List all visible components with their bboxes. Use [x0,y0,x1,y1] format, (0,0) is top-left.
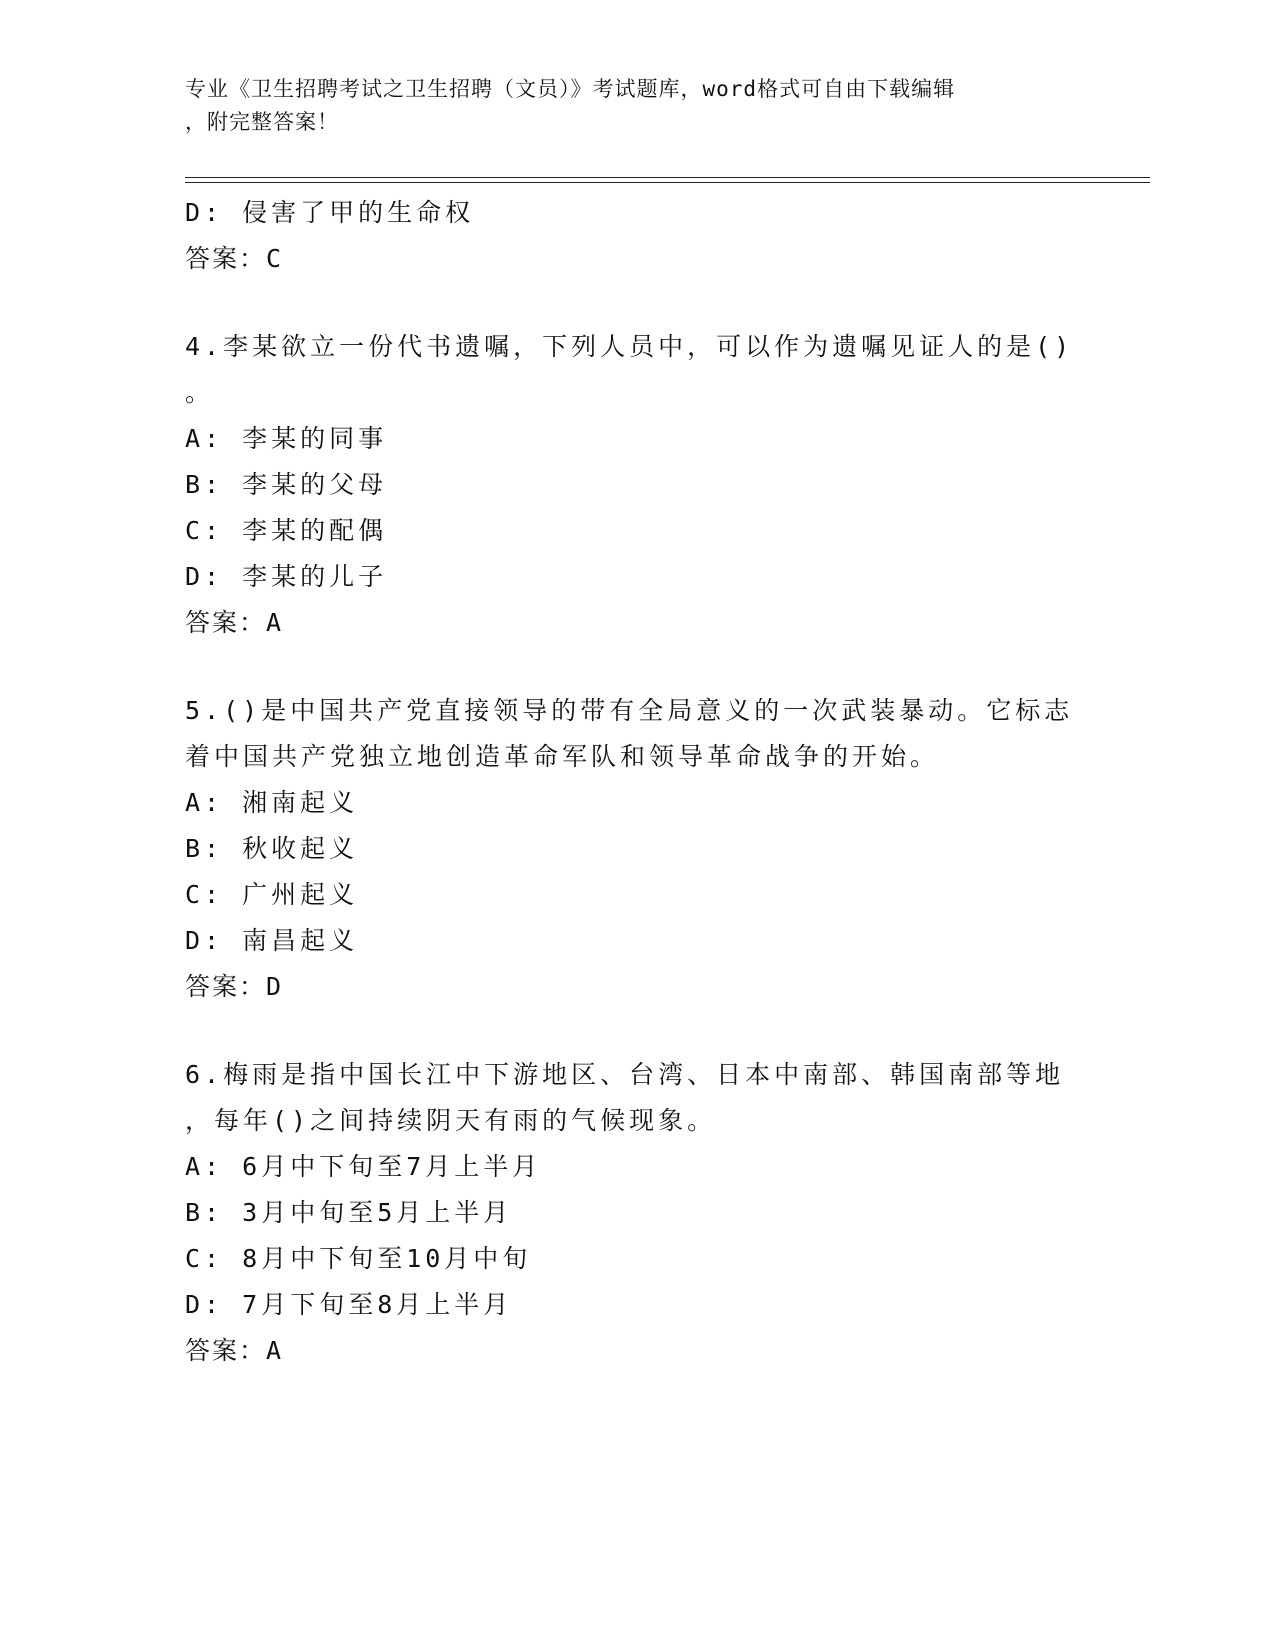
question-3-tail [185,190,1065,282]
question-text-line: 4.李某欲立一份代书遗嘱，下列人员中，可以作为遗嘱见证人的是() [185,332,1074,361]
option-d: D: 南昌起义 [185,926,359,955]
option-a: A: 李某的同事 [185,424,388,453]
option-b: B: 3月中旬至5月上半月 [185,1198,513,1227]
question-text-line: ，每年()之间持续阴天有雨的气候现象。 [185,1106,717,1135]
answer-line: 答案：A [185,608,284,637]
option-c: C: 8月中下旬至10月中旬 [185,1244,532,1273]
option-c: C: 李某的配偶 [185,516,388,545]
answer-line: 答案：C [185,244,284,273]
question-text-line: 着中国共产党独立地创造革命军队和领导革命战争的开始。 [185,742,940,771]
question-text [185,1052,1065,1144]
question-4 [185,324,1074,646]
header-rule-bottom [185,182,1150,183]
option-b: B: 秋收起义 [185,834,359,863]
option-c: C: 广州起义 [185,880,359,909]
question-5 [185,688,1074,1010]
document-header [185,73,1065,139]
question-text-line: 5.()是中国共产党直接领导的带有全局意义的一次武装暴动。它标志 [185,696,1074,725]
answer-line: 答案：D [185,972,284,1001]
question-6 [185,1052,1065,1374]
option-a: A: 湘南起义 [185,788,359,817]
question-list [185,190,1074,1374]
option-d: D: 侵害了甲的生命权 [185,198,475,227]
answer-line: 答案：A [185,1336,284,1365]
option-a: A: 6月中下旬至7月上半月 [185,1152,542,1181]
header-rule-top [185,177,1150,178]
header-line-1: 专业《卫生招聘考试之卫生招聘（文员）》考试题库，word格式可自由下载编辑 [185,77,956,101]
header-line-2: ，附完整答案！ [185,110,339,134]
question-text [185,324,1074,416]
option-d: D: 李某的儿子 [185,562,388,591]
question-text-line: 6.梅雨是指中国长江中下游地区、台湾、日本中南部、韩国南部等地 [185,1060,1065,1089]
option-b: B: 李某的父母 [185,470,388,499]
option-d: D: 7月下旬至8月上半月 [185,1290,513,1319]
question-text-line: 。 [185,378,215,407]
question-text [185,688,1074,780]
